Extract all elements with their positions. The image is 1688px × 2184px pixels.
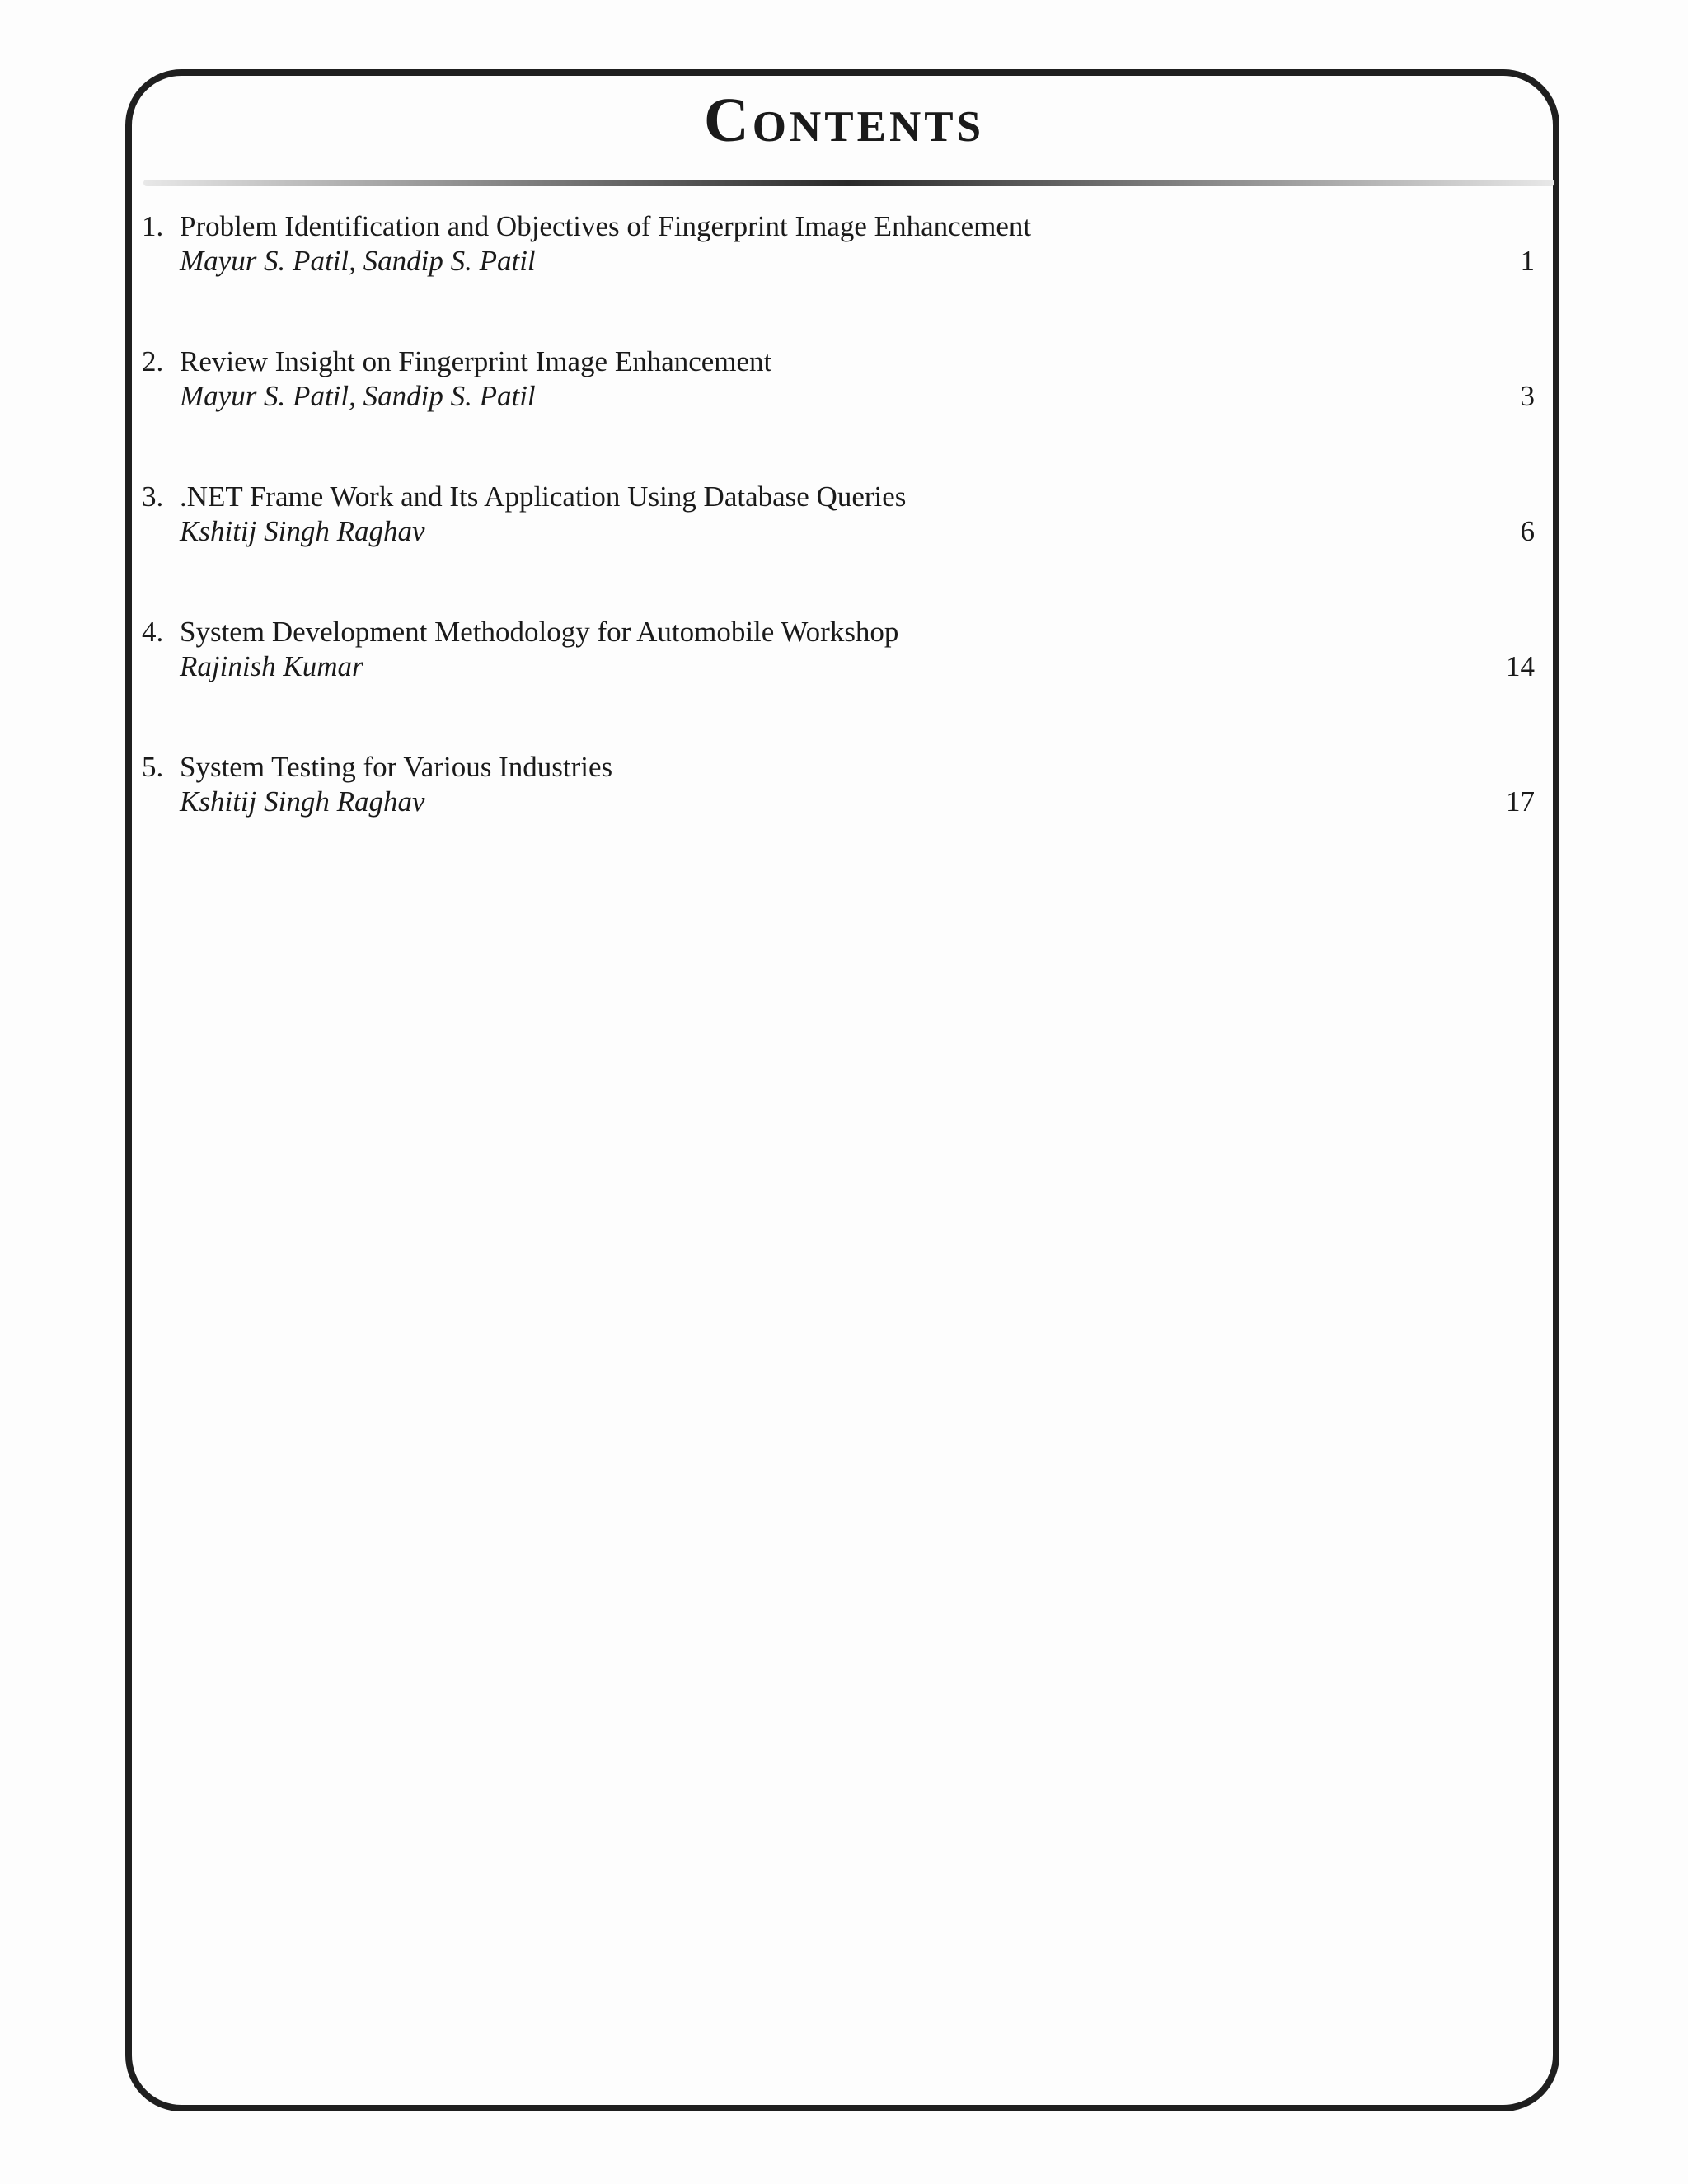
toc-entry-authors: Rajinish Kumar <box>180 650 363 682</box>
toc-entry-page[interactable]: 17 <box>1506 785 1535 818</box>
toc-entry-title-line <box>142 750 1535 785</box>
toc-entry[interactable] <box>142 750 1535 885</box>
toc-entry[interactable] <box>142 209 1535 344</box>
toc-entry-title-line <box>142 344 1535 379</box>
toc-entry[interactable] <box>142 615 1535 750</box>
toc-entry-title[interactable]: Review Insight on Fingerprint Image Enhancement <box>180 345 772 377</box>
toc-entry[interactable] <box>142 480 1535 615</box>
toc-entry-title[interactable]: .NET Frame Work and Its Application Using Database Queries <box>180 480 907 513</box>
table-of-contents <box>142 209 1535 885</box>
toc-entry-authors: Mayur S. Patil, Sandip S. Patil <box>180 245 536 277</box>
toc-entry-title-line <box>142 615 1535 649</box>
toc-entry-number: 1. <box>142 210 164 242</box>
toc-entry-authors: Mayur S. Patil, Sandip S. Patil <box>180 380 536 412</box>
toc-entry-number: 4. <box>142 616 164 648</box>
toc-entry-number: 3. <box>142 480 164 513</box>
page-title: Contents <box>703 86 985 155</box>
toc-entry-title[interactable]: System Development Methodology for Automobile Workshop <box>180 616 899 648</box>
toc-entry-authors: Kshitij Singh Raghav <box>180 515 425 547</box>
toc-entry-title[interactable]: System Testing for Various Industries <box>180 751 613 783</box>
toc-entry-page[interactable]: 1 <box>1520 245 1535 277</box>
toc-entry-authors: Kshitij Singh Raghav <box>180 785 425 818</box>
toc-entry-number: 5. <box>142 751 164 783</box>
toc-entry[interactable] <box>142 344 1535 480</box>
toc-entry-title[interactable]: Problem Identification and Objectives of Fingerprint Image Enhancement <box>180 210 1032 242</box>
title-divider <box>143 180 1554 186</box>
toc-entry-title-line <box>142 209 1535 244</box>
toc-entry-page[interactable]: 14 <box>1506 650 1535 682</box>
toc-entry-page[interactable]: 6 <box>1520 515 1535 547</box>
toc-entry-number: 2. <box>142 345 164 377</box>
toc-entry-title-line <box>142 480 1535 514</box>
toc-entry-page[interactable]: 3 <box>1520 380 1535 412</box>
